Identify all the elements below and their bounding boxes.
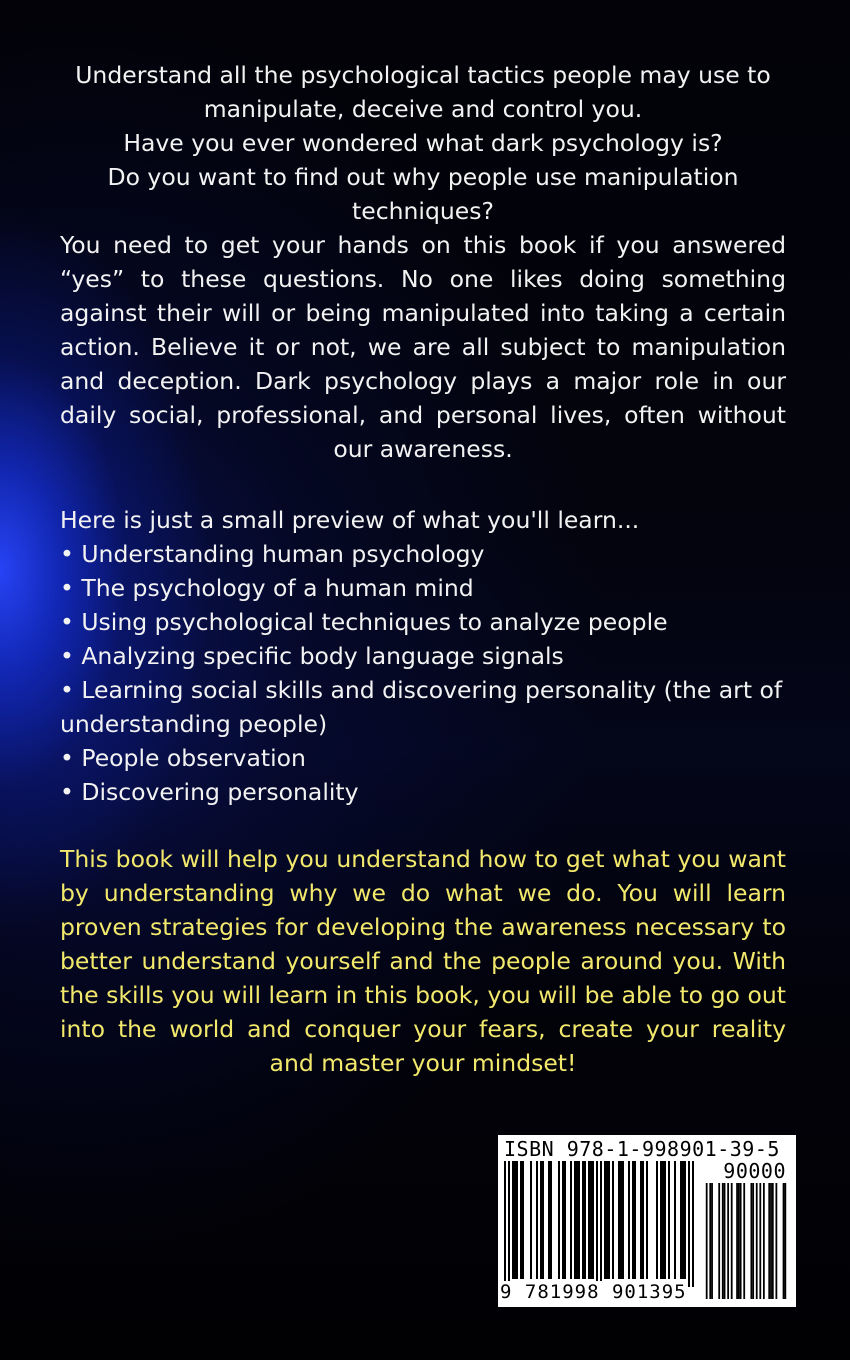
barcode-bar xyxy=(759,1183,761,1299)
barcode-bar xyxy=(574,1161,576,1279)
bullet-icon: • xyxy=(60,778,74,806)
barcode-bar xyxy=(620,1161,622,1279)
barcode-bar xyxy=(604,1161,606,1279)
barcode-bar xyxy=(520,1161,522,1279)
barcode-bar xyxy=(608,1161,610,1279)
barcode-bar xyxy=(783,1183,785,1299)
barcode-bar xyxy=(606,1161,608,1279)
intro-line-1: Understand all the psychological tactics people may use to manipulate, deceive and control you. xyxy=(75,61,771,123)
barcode-bar xyxy=(724,1183,726,1299)
barcode-bar xyxy=(634,1161,636,1279)
barcode-bar xyxy=(784,1183,786,1299)
barcode-bar xyxy=(516,1161,518,1279)
barcode-bar xyxy=(738,1183,740,1299)
barcode-bar xyxy=(731,1183,733,1299)
barcode-bar xyxy=(684,1161,686,1279)
barcode-bar xyxy=(668,1161,670,1279)
barcode-bar xyxy=(709,1183,711,1299)
list-item xyxy=(60,605,786,639)
barcode-bar xyxy=(522,1161,524,1279)
barcode-bar xyxy=(618,1161,620,1279)
list-item xyxy=(60,639,786,673)
barcode-bar xyxy=(640,1161,642,1279)
barcode-bar xyxy=(612,1161,614,1279)
list-item-text: Understanding human psychology xyxy=(81,540,485,568)
barcode-bar xyxy=(692,1161,694,1287)
list-item xyxy=(60,775,786,809)
barcode-bar xyxy=(592,1161,594,1279)
barcode-bar xyxy=(722,1183,724,1299)
barcode-bar xyxy=(727,1183,729,1299)
barcode-bar xyxy=(536,1161,538,1279)
barcode-bar xyxy=(600,1161,602,1287)
list-item-text: Learning social skills and discovering personality (the art of understanding people) xyxy=(60,676,783,738)
bullet-icon: • xyxy=(60,642,74,670)
bullet-icon: • xyxy=(60,744,74,772)
list-item xyxy=(60,571,786,605)
barcode-bar xyxy=(736,1183,738,1299)
barcode-bar xyxy=(768,1183,770,1299)
intro-question-1: Have you ever wondered what dark psychology is? xyxy=(123,129,723,157)
barcode-bar xyxy=(628,1161,630,1279)
list-item-text: Analyzing specific body language signals xyxy=(81,642,564,670)
barcode-bar xyxy=(706,1183,708,1299)
barcode-bar xyxy=(576,1161,578,1279)
list-item-text: Discovering personality xyxy=(81,778,359,806)
barcode-bar xyxy=(530,1161,532,1279)
barcode-bar xyxy=(682,1161,684,1279)
barcode-bar xyxy=(664,1161,666,1279)
list-item xyxy=(60,741,786,775)
barcode-bar xyxy=(688,1161,690,1287)
barcode-bar xyxy=(558,1161,560,1279)
barcode-bar xyxy=(740,1183,742,1299)
isbn-label: ISBN 978-1-998901-39-5 xyxy=(504,1137,780,1161)
barcode-bar xyxy=(674,1161,676,1279)
barcode-bar xyxy=(622,1161,624,1279)
addon-barcode-bars xyxy=(704,1183,788,1299)
closing-paragraph: This book will help you understand how to get what you want by understanding why we do what we do. You will learn proven strategies for developing the awareness necessary to better understand yourself and the people around you. With the skills you will learn in this book, you will be able to go out into the world and conquer your fears, create your reality and master your mindset! xyxy=(60,845,786,1077)
barcode-bar xyxy=(656,1161,658,1279)
intro-question-2: Do you want to find out why people use manipulation techniques? xyxy=(107,163,739,225)
list-item-text: Using psychological techniques to analyze people xyxy=(81,608,668,636)
barcode-bar xyxy=(582,1161,584,1279)
barcode-bar xyxy=(752,1183,754,1299)
barcode-bar xyxy=(596,1161,598,1287)
barcode-bar xyxy=(632,1161,634,1279)
bullet-icon: • xyxy=(60,574,74,602)
ean-barcode-bars xyxy=(504,1161,694,1287)
barcode-bar xyxy=(548,1161,550,1279)
list-item xyxy=(60,673,786,741)
barcode-bar xyxy=(770,1183,772,1299)
ean-digits: 9 781998 901395 xyxy=(500,1281,687,1303)
barcode-bar xyxy=(763,1183,765,1299)
barcode-bar xyxy=(562,1161,564,1279)
barcode-bar xyxy=(750,1183,752,1299)
bullet-icon: • xyxy=(60,540,74,568)
barcode-bar xyxy=(642,1161,644,1279)
barcode-bar xyxy=(775,1183,777,1299)
barcode-bar xyxy=(772,1183,774,1299)
preview-list xyxy=(60,537,786,809)
barcode-bar xyxy=(564,1161,566,1279)
barcode-bar xyxy=(584,1161,586,1279)
barcode-bar xyxy=(680,1161,682,1279)
barcode-bar xyxy=(514,1161,516,1279)
barcode-bar xyxy=(711,1183,713,1299)
barcode-bar xyxy=(542,1161,544,1279)
intro-paragraph: You need to get your hands on this book if you answered “yes” to these questions. No one likes doing something against their will or being manipulated into taking a certain action. Believe it or not, we are all subject to manipulation and deception. Dark psychology plays a major role in our daily social, professional, and personal lives, often without our awareness. xyxy=(60,231,786,463)
barcode-bar xyxy=(590,1161,592,1279)
isbn-barcode xyxy=(498,1135,796,1307)
preview-section xyxy=(60,503,786,809)
barcode-bar xyxy=(756,1183,758,1299)
barcode-bar xyxy=(660,1161,662,1279)
barcode-bar xyxy=(540,1161,542,1279)
barcode-bar xyxy=(646,1161,648,1279)
list-item xyxy=(60,537,786,571)
bullet-icon: • xyxy=(60,608,74,636)
barcode-bar xyxy=(718,1183,720,1299)
barcode-bar xyxy=(504,1161,506,1287)
barcode-bar xyxy=(508,1161,510,1287)
barcode-bar xyxy=(662,1161,664,1279)
barcode-bar xyxy=(588,1161,590,1279)
list-item-text: People observation xyxy=(81,744,306,772)
barcode-bar xyxy=(743,1183,745,1299)
barcode-bar xyxy=(570,1161,572,1279)
bullet-icon: • xyxy=(60,676,74,704)
barcode-bar xyxy=(512,1161,514,1279)
list-item-text: The psychology of a human mind xyxy=(81,574,474,602)
intro-section xyxy=(60,58,786,466)
preview-heading: Here is just a small preview of what you'll learn... xyxy=(60,506,640,534)
price-code: 90000 xyxy=(723,1159,786,1183)
closing-section xyxy=(60,842,786,1080)
barcode-bar xyxy=(578,1161,580,1279)
barcode-bar xyxy=(550,1161,552,1279)
